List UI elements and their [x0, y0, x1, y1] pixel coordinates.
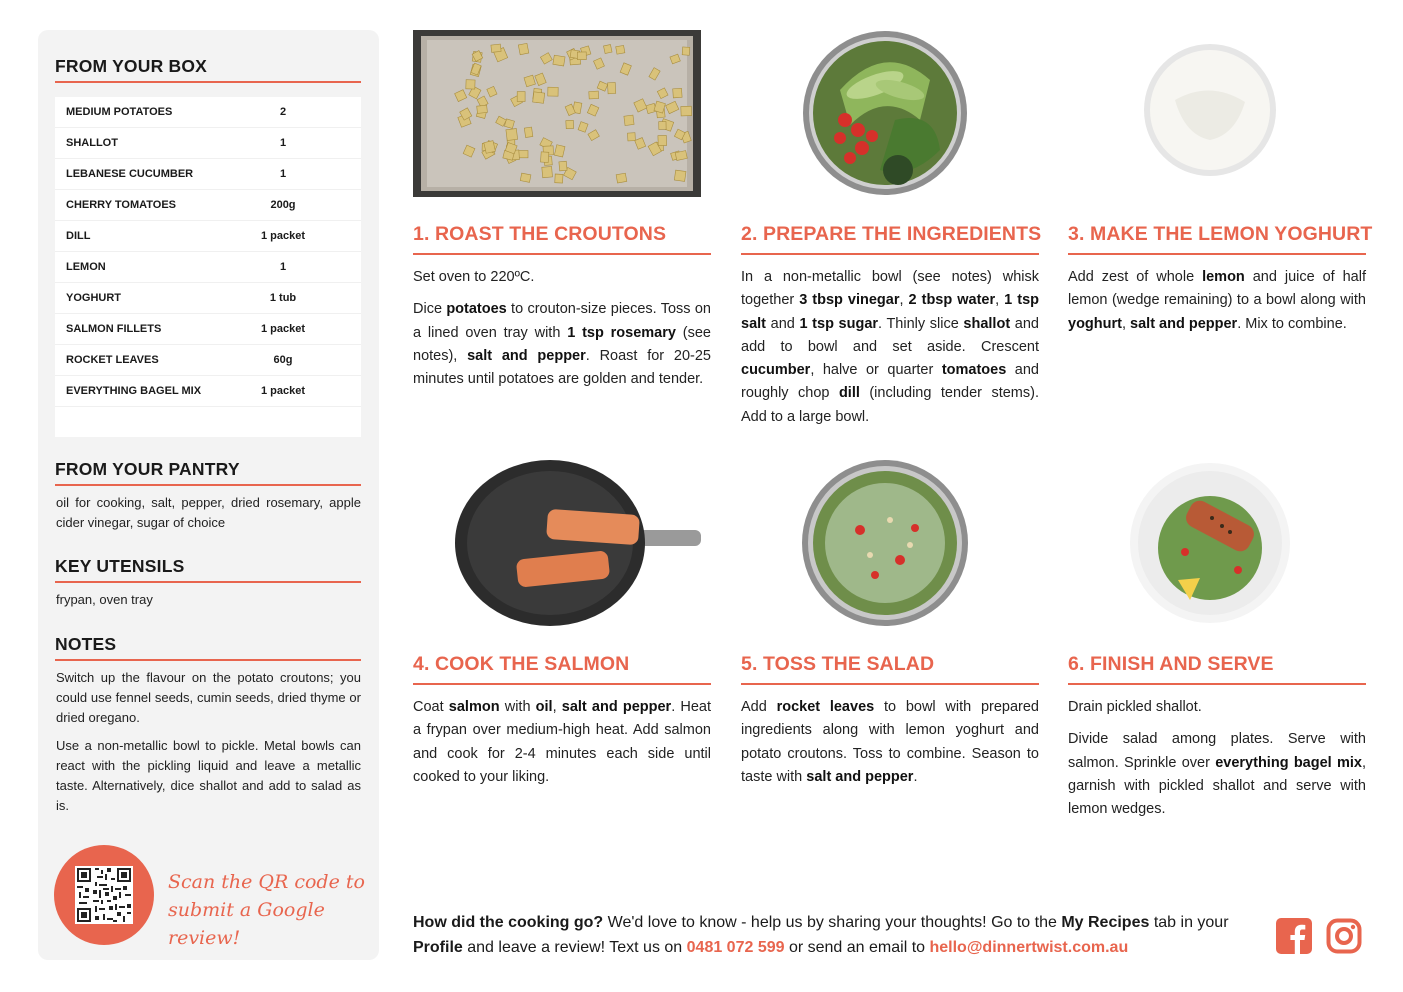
crouton-cube: [542, 166, 553, 177]
step-4-rule: [413, 683, 711, 685]
step-bold-text: salt and pepper: [1130, 315, 1238, 332]
ingredients-table: [55, 97, 361, 437]
ingredient-qty: 1: [279, 261, 287, 273]
step-bold-text: dill: [838, 385, 860, 402]
ingredient-qty: 1 packet: [260, 230, 306, 242]
step-text: and: [766, 315, 800, 332]
step-bold-text: salt and pepper: [561, 699, 672, 715]
crouton-cube: [518, 151, 528, 158]
ingredient-name: MEDIUM POTATOES: [66, 106, 173, 118]
step-text: Add: [741, 699, 777, 715]
step-bold-text: salt and pepper: [467, 347, 586, 364]
step-bold-text: 1 tsp sugar: [799, 315, 879, 332]
step-text: Dice: [413, 301, 447, 318]
footer-text-1: We'd love to know - help us by sharing your thoughts! Go to the: [603, 914, 1062, 931]
table-row: [55, 376, 361, 407]
from-box-title: FROM YOUR BOX: [55, 56, 208, 76]
crouton-cube: [604, 45, 613, 54]
step-bold-text: yoghurt: [1068, 315, 1122, 332]
step-5-rule: [741, 683, 1039, 685]
step-text: and juice of half lemon (wedge remaining) to a bowl along with: [1068, 269, 1366, 309]
step-text: Drain pickled shallot.: [1068, 699, 1202, 715]
crouton-cube: [589, 91, 599, 99]
ingredient-name: DILL: [66, 230, 91, 242]
step-text: . Heat a frypan over medium-high heat. Add salmon and cook for 2-4 minutes each side until cooked to your liking.: [413, 699, 711, 785]
step-1-rule: [413, 253, 711, 255]
notes-paragraph-1: Switch up the flavour on the potato croutons; you could use fennel seeds, cumin seeds, dried thyme or dried oregano.: [56, 670, 361, 725]
ingredient-name: SHALLOT: [66, 137, 118, 149]
step-bold-text: oil: [535, 699, 553, 715]
ingredient-qty: 1: [279, 168, 287, 180]
table-row: [55, 190, 361, 221]
step-text: . Mix to combine.: [1237, 315, 1347, 332]
step-text: ,: [995, 292, 1005, 309]
step-6-rule: [1068, 683, 1366, 685]
crouton-cube: [566, 120, 574, 128]
step-text: and roughly chop: [741, 362, 1039, 402]
step-bold-text: cucumber: [741, 362, 811, 379]
step-6-body: [1068, 696, 1366, 830]
notes-title: NOTES: [55, 634, 117, 654]
step-bold-text: 2 tbsp water: [908, 292, 996, 309]
step-text: In a non-metallic bowl (see notes) whisk together: [741, 269, 1039, 309]
crouton-cube: [518, 43, 529, 54]
step-bold-text: salmon: [448, 699, 500, 715]
step-paragraph: [741, 696, 1039, 789]
ingredient-qty: 1 packet: [260, 385, 306, 397]
qr-caption-line-1: Scan the QR code to: [168, 871, 365, 893]
tossed-salad-bowl-photo: [800, 460, 970, 627]
qr-caption-line-2: submit a Google review!: [168, 899, 325, 949]
step-5-title: 5. TOSS THE SALAD: [741, 653, 935, 675]
footer-my-recipes: My Recipes: [1061, 914, 1150, 931]
ingredient-qty: 60g: [273, 354, 293, 366]
pantry-rule: [55, 484, 361, 486]
footer-question: How did the cooking go?: [413, 914, 604, 931]
instagram-icon[interactable]: [1326, 918, 1362, 954]
step-6-title: 6. FINISH AND SERVE: [1068, 653, 1274, 675]
step-text: with: [499, 699, 536, 715]
table-row: [55, 314, 361, 345]
facebook-icon[interactable]: [1276, 918, 1312, 954]
ingredient-qty: 200g: [270, 199, 296, 211]
step-text: Divide salad among plates. Serve with salmon. Sprinkle over: [1068, 731, 1366, 771]
step-paragraph: [1068, 266, 1366, 336]
crouton-cube: [555, 174, 563, 183]
finished-plate-photo: [1130, 460, 1290, 627]
table-row: [55, 283, 361, 314]
pantry-title: FROM YOUR PANTRY: [55, 459, 240, 479]
ingredient-qty: 2: [279, 106, 287, 118]
ingredient-name: ROCKET LEAVES: [66, 354, 159, 366]
qr-code-icon: [75, 866, 133, 924]
step-3-title: 3. MAKE THE LEMON YOGHURT: [1068, 223, 1373, 245]
crouton-cube: [553, 55, 565, 66]
table-row: [55, 345, 361, 376]
step-1-title: 1. ROAST THE CROUTONS: [413, 223, 667, 245]
vegetables-bowl-photo: [800, 30, 970, 197]
step-1-body: [413, 266, 711, 400]
step-4-title: 4. COOK THE SALMON: [413, 653, 630, 675]
step-paragraph: [413, 266, 711, 289]
step-4-body: [413, 696, 711, 798]
crouton-cube: [484, 141, 496, 154]
crouton-cube: [466, 80, 475, 89]
step-2-body: [741, 266, 1039, 438]
crouton-cube: [540, 152, 548, 163]
step-text: ,: [1121, 315, 1131, 332]
crouton-cube: [608, 82, 616, 93]
step-text: , garnish with pickled shallot and serve with lemon wedges.: [1068, 754, 1366, 818]
crouton-cube: [659, 122, 666, 130]
crouton-cube: [682, 47, 690, 55]
crouton-cube: [624, 115, 634, 125]
crouton-cube: [616, 45, 625, 54]
table-row: [55, 128, 361, 159]
step-paragraph: [1068, 696, 1366, 719]
salmon-frypan-photo: [455, 460, 701, 627]
ingredient-name: YOGHURT: [66, 292, 121, 304]
step-text: . Roast for 20-25 minutes until potatoes are golden and tender.: [413, 347, 711, 388]
footer-phone-link[interactable]: 0481 072 599: [686, 939, 785, 956]
feedback-footer: [413, 910, 1263, 960]
pantry-text: oil for cooking, salt, pepper, dried rosemary, apple cider vinegar, sugar of choice: [56, 495, 361, 530]
crouton-cube: [506, 129, 518, 141]
step-3-rule: [1068, 253, 1366, 255]
table-row: [55, 97, 361, 128]
footer-text-4: or send an email to: [784, 939, 930, 956]
crouton-cube: [517, 92, 525, 102]
ingredient-name: CHERRY TOMATOES: [66, 199, 177, 211]
step-text: . Thinly slice: [878, 315, 964, 332]
step-bold-text: lemon: [1202, 269, 1245, 285]
notes-rule: [55, 659, 361, 661]
crouton-cube: [628, 133, 636, 141]
crouton-cube: [477, 105, 488, 113]
step-2-title: 2. PREPARE THE INGREDIENTS: [741, 223, 1042, 245]
croutons-tray-photo: [413, 30, 701, 197]
ingredient-name: SALMON FILLETS: [66, 323, 162, 335]
step-3-body: [1068, 266, 1366, 345]
ingredient-name: EVERYTHING BAGEL MIX: [66, 385, 202, 397]
table-row: [55, 159, 361, 190]
step-bold-text: 1 tsp rosemary: [567, 324, 676, 341]
step-2-rule: [741, 253, 1039, 255]
step-paragraph: [1068, 728, 1366, 821]
crouton-cube: [520, 173, 531, 182]
step-bold-text: 1 tsp salt: [741, 292, 1039, 332]
ingredient-qty: 1: [279, 137, 287, 149]
step-text: (see notes),: [413, 324, 711, 364]
notes-paragraph-2: Use a non-metallic bowl to pickle. Metal bowls can react with the pickling liquid and leave a metallic taste. Alternatively, dice shallot and add to salad as is.: [56, 738, 361, 813]
step-text: to crouton-size pieces. Toss on a lined oven tray with: [413, 301, 711, 341]
ingredient-name: LEBANESE CUCUMBER: [66, 168, 194, 180]
table-row: [55, 221, 361, 252]
ingredient-name: LEMON: [66, 261, 106, 273]
utensils-title: KEY UTENSILS: [55, 556, 185, 576]
step-paragraph: [413, 298, 711, 391]
crouton-cube: [524, 127, 533, 137]
step-text: Set oven to 220ºC.: [413, 269, 535, 285]
step-text: Coat: [413, 699, 449, 715]
step-bold-text: rocket leaves: [776, 699, 875, 715]
table-row: [55, 252, 361, 283]
crouton-cube: [548, 87, 558, 96]
step-text: ,: [552, 699, 562, 715]
crouton-cube: [491, 44, 501, 52]
ingredient-qty: 1 tub: [269, 292, 297, 304]
step-bold-text: potatoes: [446, 301, 507, 318]
utensils-rule: [55, 581, 361, 583]
ingredient-qty: 1 packet: [260, 323, 306, 335]
utensils-text: frypan, oven tray: [56, 592, 153, 607]
step-text: (including tender stems). Add to a large bowl.: [741, 385, 1039, 425]
step-text: Add zest of whole: [1068, 269, 1203, 285]
step-text: to bowl with prepared ingredients along with lemon yoghurt and potato croutons. Toss to combine. Season to taste with: [741, 699, 1039, 785]
footer-text-3: and leave a review! Text us on: [462, 939, 687, 956]
yoghurt-bowl-photo: [1140, 40, 1280, 180]
step-text: ,: [899, 292, 909, 309]
crouton-cube: [616, 173, 627, 183]
step-bold-text: everything bagel mix: [1215, 754, 1362, 771]
from-box-rule: [55, 81, 361, 83]
footer-text-2: tab in your: [1149, 914, 1229, 931]
step-paragraph: [741, 266, 1039, 429]
crouton-cube: [577, 52, 586, 60]
crouton-cube: [559, 161, 567, 171]
qr-caption: [168, 868, 368, 952]
step-bold-text: tomatoes: [941, 362, 1007, 379]
crouton-cube: [674, 170, 686, 181]
footer-email-link[interactable]: hello@dinnertwist.com.au: [929, 939, 1129, 956]
footer-profile: Profile: [413, 939, 463, 956]
crouton-cube: [673, 88, 682, 98]
sidebar: [38, 30, 379, 960]
step-text: .: [913, 768, 918, 785]
qr-badge[interactable]: [54, 845, 154, 945]
step-5-body: [741, 696, 1039, 798]
step-bold-text: shallot: [963, 315, 1011, 332]
crouton-cube: [681, 106, 692, 116]
step-bold-text: 3 tbsp vinegar: [799, 292, 900, 309]
step-text: , halve or quarter: [810, 362, 942, 379]
crouton-cube: [533, 92, 545, 104]
crouton-cube: [658, 135, 667, 145]
step-text: and add to bowl and set aside. Crescent: [741, 315, 1039, 355]
step-bold-text: salt and pepper: [806, 768, 914, 785]
step-paragraph: [413, 696, 711, 789]
